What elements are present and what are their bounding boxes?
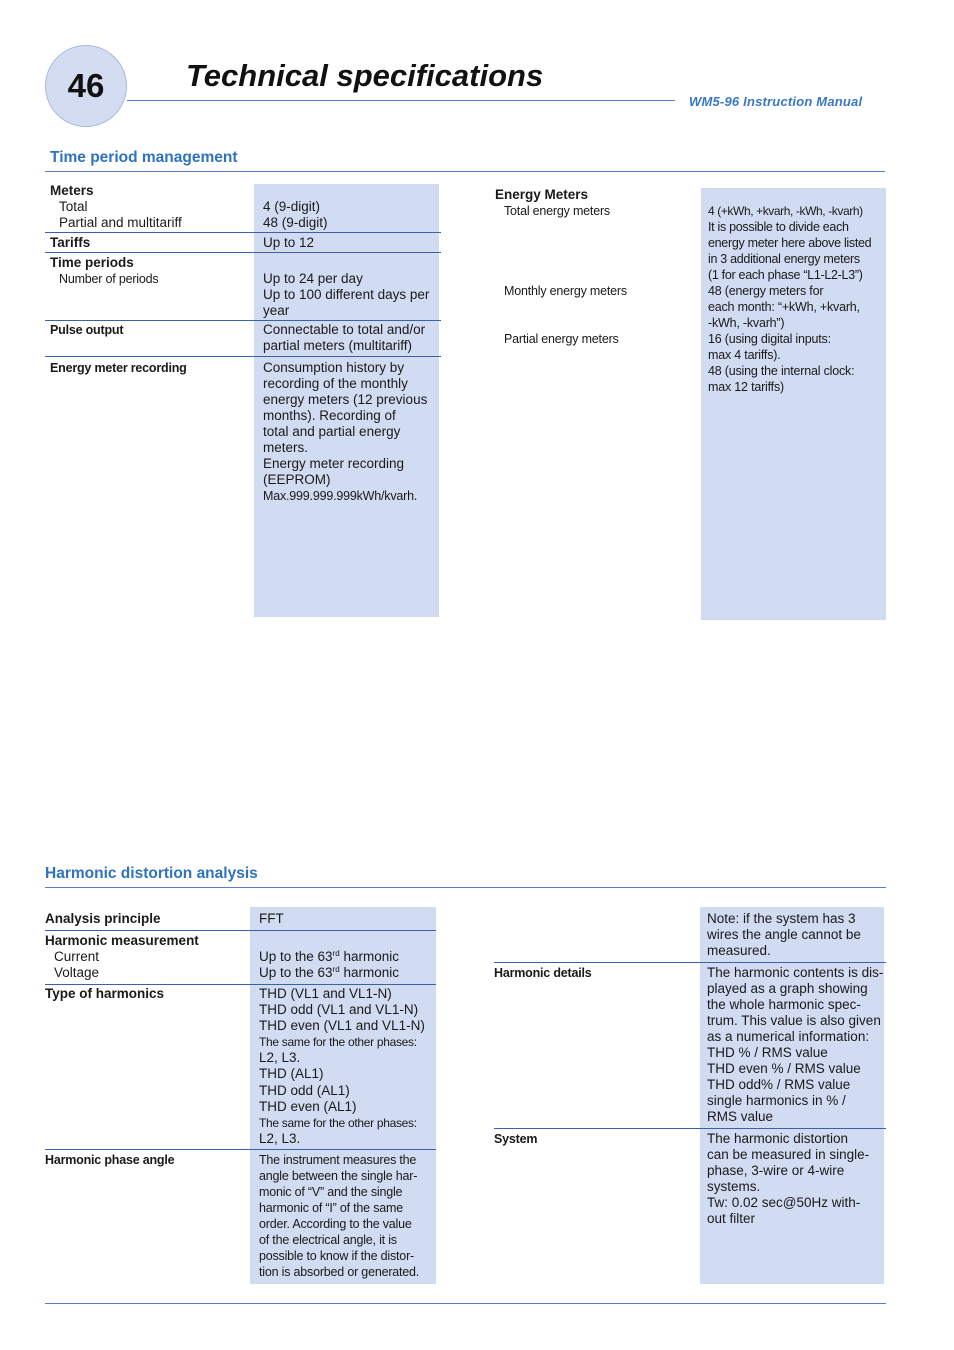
- monthly-energy-meters-value: 48 (energy meters for each month: “+kWh, +kvarh, -kWh, -kvarh”): [708, 284, 860, 330]
- time-periods-label: Time periods: [50, 255, 134, 270]
- harmonic-details-value: The harmonic contents is dis- played as a graph showing the whole harmonic spec- trum. This value is also given as a numerical information: THD % / RMS value THD even % / RMS value THD odd% / RMS value single harmonics in % / RMS value: [707, 965, 884, 1124]
- voltage-value: [259, 965, 399, 981]
- pulse-output-value: Connectable to total and/or partial meters (multitariff): [263, 322, 426, 353]
- section-heading-time-period: Time period management: [50, 149, 238, 166]
- pulse-output-label: Pulse output: [50, 323, 124, 337]
- total-energy-meters-label: Total energy meters: [504, 204, 610, 218]
- energy-recording-max: Max.999.999.999kWh/kvarh.: [263, 489, 418, 503]
- meters-label: Meters: [50, 183, 94, 198]
- thd-odd-current: THD odd (AL1): [259, 1083, 350, 1098]
- analysis-principle-value: FFT: [259, 911, 284, 926]
- current-value-text: Up to the 63: [259, 949, 333, 964]
- other-phases-list: L2, L3.: [259, 1050, 301, 1065]
- thd-even-current: THD even (AL1): [259, 1099, 357, 1114]
- current-value-suffix: harmonic: [339, 949, 399, 964]
- page-number: 46: [67, 67, 105, 104]
- meters-total-label: Total: [59, 199, 88, 214]
- title-divider: [127, 100, 675, 101]
- harmonic-phase-angle-label: Harmonic phase angle: [45, 1153, 175, 1167]
- page-number-badge: [45, 45, 127, 127]
- type-of-harmonics-label: Type of harmonics: [45, 986, 165, 1001]
- system-value: The harmonic distortion can be measured in single- phase, 3-wire or 4-wire systems. Tw: 0.02 sec@50Hz with- out filter: [707, 1131, 870, 1226]
- thd-current: THD (AL1): [259, 1066, 324, 1081]
- harmonic-details-label: Harmonic details: [494, 966, 592, 980]
- partial-energy-meters-value: 16 (using digital inputs: max 4 tariffs). 48 (using the internal clock: max 12 tariffs): [708, 332, 855, 394]
- section-heading-harmonic: Harmonic distortion analysis: [45, 865, 258, 882]
- thd-odd-voltage: THD odd (VL1 and VL1-N): [259, 1002, 419, 1017]
- ordinal-suffix: rd: [332, 965, 340, 974]
- system-label: System: [494, 1132, 538, 1146]
- total-energy-meters-note: It is possible to divide each energy meter here above listed in 3 additional energy meters (1 for each phase “L1-L2-L3”): [708, 220, 872, 282]
- phase-angle-note: Note: if the system has 3 wires the angle cannot be measured.: [707, 911, 861, 958]
- harmonic-measurement-label: Harmonic measurement: [45, 933, 199, 948]
- row-divider: [45, 252, 441, 253]
- other-phases-list: L2, L3.: [259, 1131, 301, 1146]
- tariffs-value: Up to 12: [263, 235, 315, 250]
- manual-reference: WM5-96 Instruction Manual: [689, 94, 863, 109]
- energy-recording-label: Energy meter recording: [50, 361, 187, 375]
- row-divider: [45, 1149, 436, 1150]
- row-divider: [45, 984, 436, 985]
- row-divider: [45, 320, 441, 321]
- monthly-energy-meters-label: Monthly energy meters: [504, 284, 627, 298]
- meters-partial-value: 48 (9-digit): [263, 215, 328, 230]
- footer-divider: [45, 1303, 886, 1304]
- row-divider: [494, 1128, 886, 1129]
- meters-total-value: 4 (9-digit): [263, 199, 321, 214]
- time-periods-sub-label: Number of periods: [59, 272, 159, 286]
- row-divider: [45, 930, 436, 931]
- meters-partial-label: Partial and multitariff: [59, 215, 182, 230]
- section-divider: [45, 171, 885, 172]
- analysis-principle-label: Analysis principle: [45, 911, 161, 926]
- thd-voltage: THD (VL1 and VL1-N): [259, 986, 392, 1001]
- partial-energy-meters-label: Partial energy meters: [504, 332, 619, 346]
- voltage-label: Voltage: [54, 965, 100, 980]
- current-value: [259, 949, 399, 965]
- harmonic-phase-angle-value: The instrument measures the angle between the single har- monic of “V” and the single harmonic of “I” of the same order. According to the value of the electrical angle, it is possible to know if the distor- tion is absorbed or generated.: [259, 1153, 420, 1279]
- time-periods-value: Up to 24 per day Up to 100 different days per year: [263, 271, 430, 318]
- ordinal-suffix: rd: [332, 949, 340, 958]
- row-divider: [494, 962, 886, 963]
- voltage-value-suffix: harmonic: [339, 965, 399, 980]
- section-divider: [45, 887, 886, 888]
- row-divider: [45, 356, 441, 357]
- other-phases-note: The same for the other phases:: [259, 1116, 417, 1130]
- energy-recording-value: Consumption history by recording of the monthly energy meters (12 previous months). Recording of total and partial energy meters. Energy meter recording (EEPROM): [263, 360, 428, 487]
- energy-meters-label: Energy Meters: [495, 187, 589, 202]
- current-label: Current: [54, 949, 100, 964]
- total-energy-meters-value: 4 (+kWh, +kvarh, -kWh, -kvarh): [708, 204, 863, 218]
- page-title: Technical specifications: [186, 58, 544, 93]
- tariffs-label: Tariffs: [50, 235, 91, 250]
- voltage-value-text: Up to the 63: [259, 965, 333, 980]
- row-divider: [45, 232, 441, 233]
- thd-even-voltage: THD even (VL1 and VL1-N): [259, 1018, 425, 1033]
- other-phases-note: The same for the other phases:: [259, 1035, 417, 1049]
